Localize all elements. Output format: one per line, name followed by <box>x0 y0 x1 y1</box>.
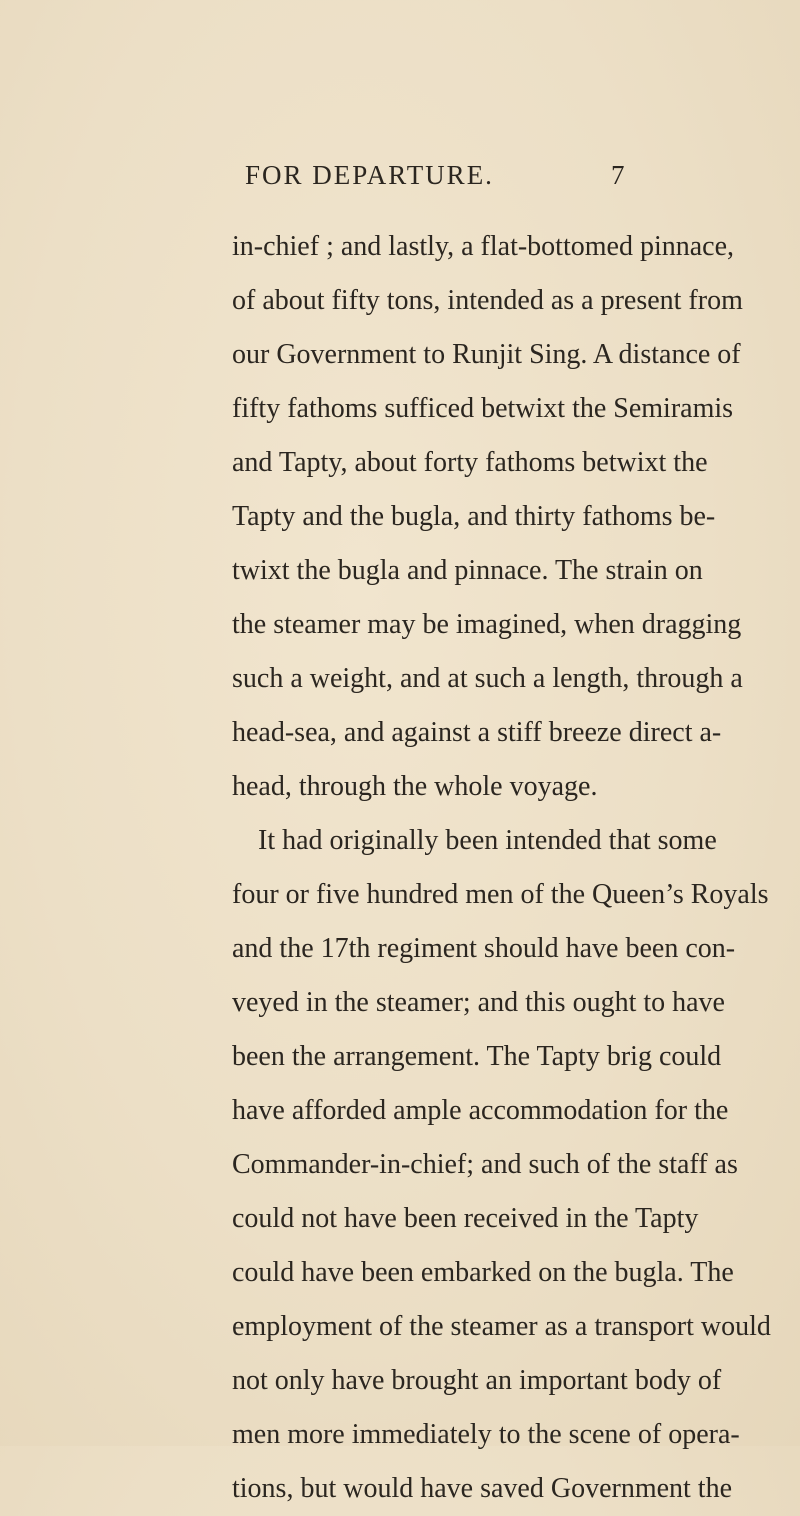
text-line: veyed in the steamer; and this ought to have <box>232 987 725 1018</box>
text-line: such a weight, and at such a length, through a <box>232 663 743 694</box>
text-line: head, through the whole voyage. <box>232 771 598 802</box>
text-line: Tapty and the bugla, and thirty fathoms be- <box>232 501 716 532</box>
text-line: Commander-in-chief; and such of the staff as <box>232 1149 738 1180</box>
text-line: not only have brought an important body of <box>232 1365 722 1396</box>
text-line: could have been embarked on the bugla. The <box>232 1257 734 1288</box>
text-line: employment of the steamer as a transport would <box>232 1311 771 1342</box>
page-number: 7 <box>611 160 625 190</box>
text-line: our Government to Runjit Sing. A distance of <box>232 339 741 370</box>
text-line: of about fifty tons, intended as a present from <box>232 285 743 316</box>
running-head: FOR DEPARTURE. <box>245 160 494 190</box>
text-line: the steamer may be imagined, when dragging <box>232 609 742 640</box>
text-line: in-chief ; and lastly, a flat-bottomed pinnace, <box>232 231 735 262</box>
text-line: could not have been received in the Tapty <box>232 1203 699 1234</box>
text-line: twixt the bugla and pinnace. The strain on <box>232 555 703 586</box>
text-line: tions, but would have saved Government the <box>232 1473 733 1504</box>
text-line: four or five hundred men of the Queen’s Royals <box>232 879 769 910</box>
text-line: been the arrangement. The Tapty brig could <box>232 1041 722 1072</box>
text-line: and Tapty, about forty fathoms betwixt the <box>232 447 708 478</box>
text-line: and the 17th regiment should have been con- <box>232 933 736 964</box>
text-line: men more immediately to the scene of opera- <box>232 1419 740 1450</box>
text-line: have afforded ample accommodation for the <box>232 1095 729 1126</box>
page-header <box>0 160 800 196</box>
text-line: head-sea, and against a stiff breeze direct a- <box>232 717 722 748</box>
text-line: It had originally been intended that some <box>258 825 717 856</box>
text-line: fifty fathoms sufficed betwixt the Semiramis <box>232 393 734 424</box>
